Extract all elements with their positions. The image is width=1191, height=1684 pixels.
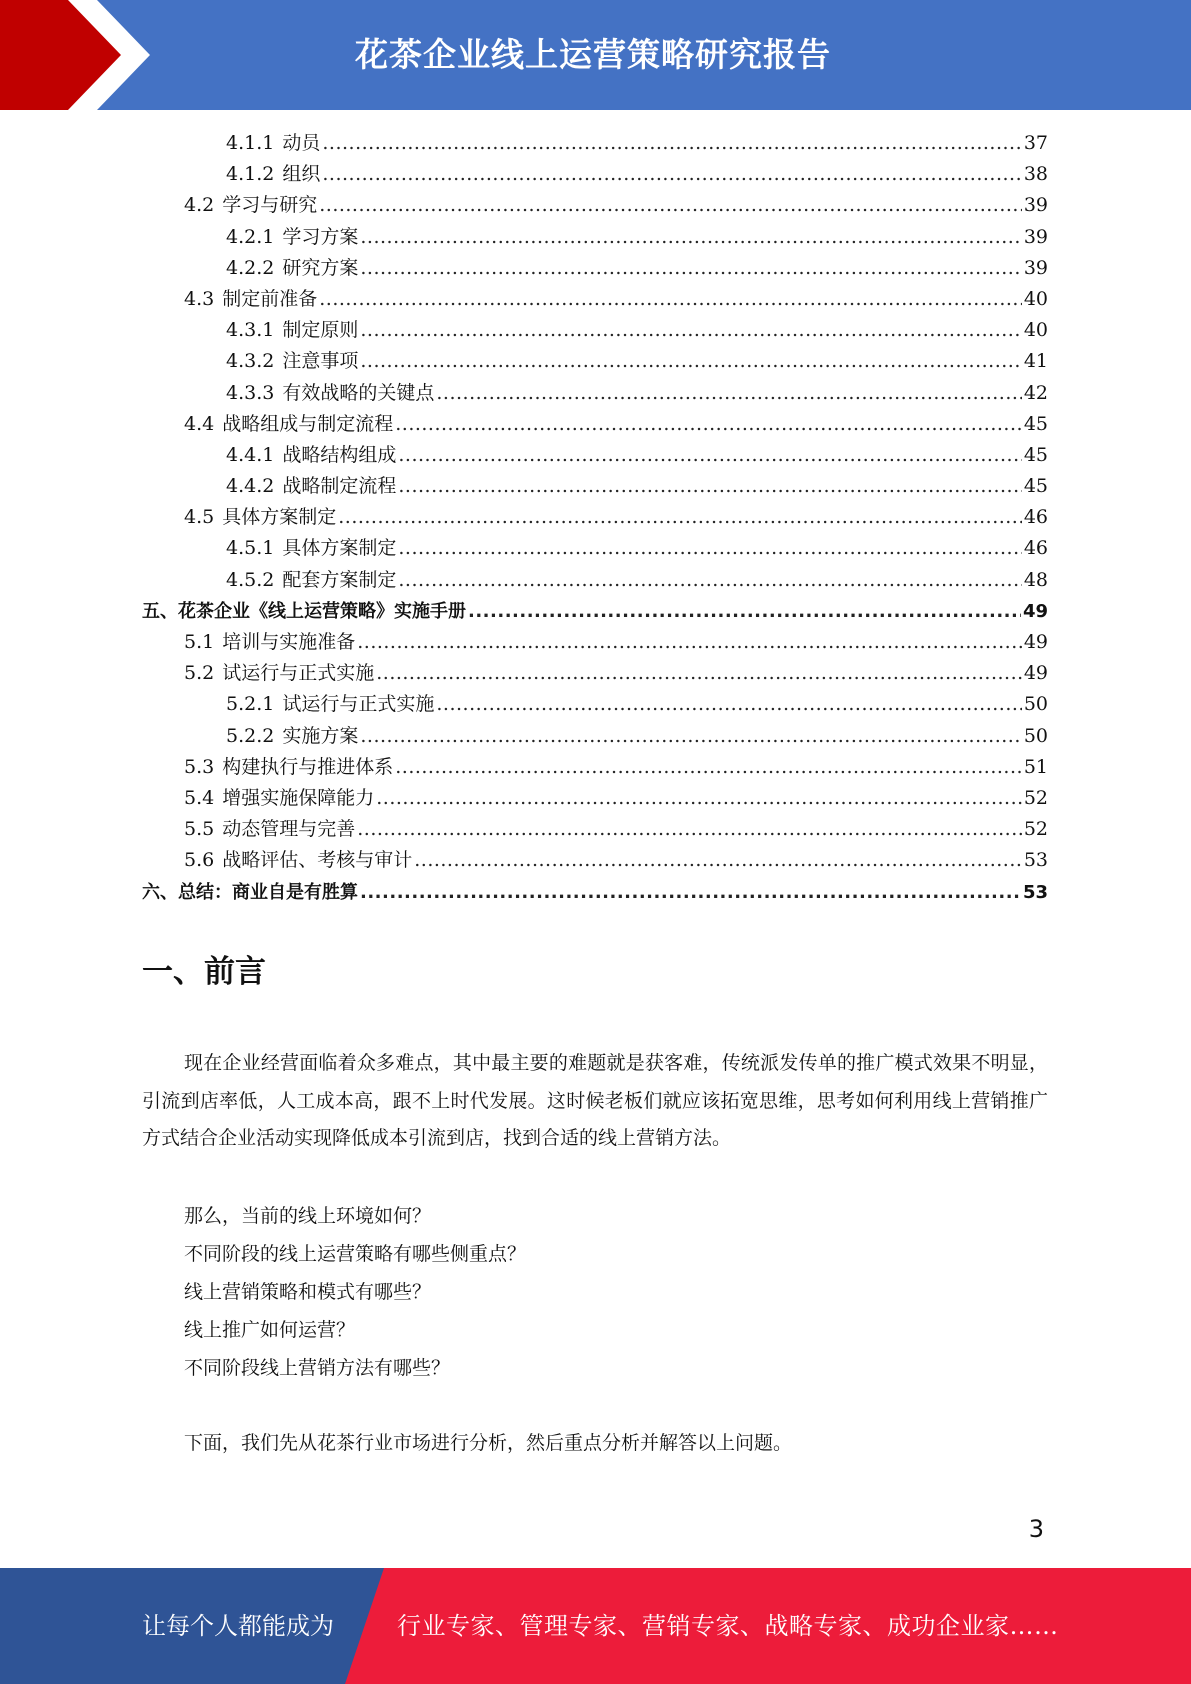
toc-entry-label xyxy=(226,440,396,471)
toc-entry-label xyxy=(226,253,358,284)
toc-entry[interactable] xyxy=(142,814,1048,845)
toc-page-number: 41 xyxy=(1023,350,1048,373)
toc-leader-dots xyxy=(319,190,1022,221)
toc-leader-dots xyxy=(398,533,1021,564)
toc-leader-dots xyxy=(398,440,1021,471)
toc-page-number: 42 xyxy=(1023,381,1048,404)
toc-page-number: 52 xyxy=(1023,786,1048,809)
question-list xyxy=(184,1197,526,1387)
toc-leader-dots xyxy=(360,315,1021,346)
toc-leader-dots xyxy=(360,222,1021,253)
toc-page-number: 40 xyxy=(1023,319,1048,342)
toc-entry-number: 4.3 xyxy=(184,287,215,310)
toc-entry-text: 制定原则 xyxy=(282,319,359,342)
toc-entry-number: 4.2.2 xyxy=(226,256,275,279)
toc-entry-text: 增强实施保障能力 xyxy=(222,786,375,809)
toc-entry[interactable] xyxy=(142,409,1048,440)
toc-entry[interactable] xyxy=(142,689,1048,720)
toc-page-number: 38 xyxy=(1023,163,1048,186)
toc-entry-number: 4.4 xyxy=(184,412,215,435)
toc-entry[interactable] xyxy=(142,128,1048,159)
toc-entry-label xyxy=(226,533,396,564)
toc-leader-dots xyxy=(322,159,1021,190)
toc-entry[interactable] xyxy=(142,502,1048,533)
toc-page-number: 39 xyxy=(1023,225,1048,248)
toc-entry[interactable] xyxy=(142,752,1048,783)
page-number: 3 xyxy=(1028,1515,1044,1543)
toc-leader-dots xyxy=(398,565,1021,596)
toc-entry-text: 战略结构组成 xyxy=(282,443,397,466)
toc-page-number: 46 xyxy=(1023,537,1048,560)
toc-entry-label xyxy=(226,565,396,596)
toc-entry-label xyxy=(226,315,358,346)
toc-entry-text: 制定前准备 xyxy=(222,287,318,310)
toc-leader-dots xyxy=(338,502,1022,533)
toc-leader-dots xyxy=(322,128,1021,159)
toc-entry[interactable] xyxy=(142,627,1048,658)
toc-page-number: 45 xyxy=(1023,475,1048,498)
toc-entry[interactable] xyxy=(142,346,1048,377)
toc-leader-dots xyxy=(357,814,1022,845)
question-item: 线上推广如何运营？ xyxy=(184,1319,356,1341)
toc-entry-text: 动员 xyxy=(282,132,321,154)
toc-entry-text: 学习方案 xyxy=(282,225,359,248)
toc-entry[interactable] xyxy=(142,315,1048,346)
toc-entry-label xyxy=(184,658,374,689)
toc-entry-number: 4.1.1 xyxy=(226,132,275,154)
toc-entry-label xyxy=(226,378,434,409)
toc-leader-dots xyxy=(468,596,1021,627)
table-of-contents xyxy=(142,128,1048,908)
toc-entry-number: 4.3.1 xyxy=(226,319,275,342)
toc-entry-number: 5.4 xyxy=(184,786,215,809)
toc-page-number: 45 xyxy=(1023,443,1048,466)
document-title: 花茶企业线上运营策略研究报告 xyxy=(355,35,831,74)
toc-entry-text: 具体方案制定 xyxy=(222,506,337,529)
toc-entry-text: 战略评估、考核与审计 xyxy=(222,849,413,872)
toc-entry-label xyxy=(184,627,355,658)
toc-entry-label xyxy=(142,596,466,627)
toc-leader-dots xyxy=(360,877,1021,908)
question-item: 不同阶段的线上运营策略有哪些侧重点？ xyxy=(184,1243,527,1265)
toc-entry-number: 4.4.1 xyxy=(226,443,275,466)
toc-entry-label xyxy=(184,814,355,845)
toc-entry-label xyxy=(142,877,358,908)
toc-leader-dots xyxy=(357,627,1022,658)
toc-entry-text: 动态管理与完善 xyxy=(222,818,356,841)
toc-leader-dots xyxy=(414,845,1022,876)
toc-leader-dots xyxy=(376,658,1022,689)
toc-entry-number: 5.3 xyxy=(184,755,215,778)
toc-page-number: 45 xyxy=(1023,412,1048,435)
toc-entry-number: 5.2 xyxy=(184,662,215,685)
toc-entry-text: 组织 xyxy=(282,163,321,186)
toc-leader-dots xyxy=(360,253,1021,284)
toc-entry-label xyxy=(184,502,336,533)
toc-entry-number: 4.3.3 xyxy=(226,381,275,404)
toc-entry[interactable] xyxy=(142,471,1048,502)
toc-page-number: 48 xyxy=(1023,568,1048,591)
toc-page-number: 37 xyxy=(1023,132,1048,154)
toc-entry-number: 5.2.1 xyxy=(226,693,275,716)
toc-entry-text: 有效战略的关键点 xyxy=(282,381,435,404)
toc-leader-dots xyxy=(395,752,1022,783)
toc-page-number: 40 xyxy=(1023,287,1048,310)
toc-entry-text: 培训与实施准备 xyxy=(222,631,356,653)
toc-entry-number: 5.5 xyxy=(184,818,215,841)
toc-entry[interactable] xyxy=(142,253,1048,284)
toc-entry-text: 战略制定流程 xyxy=(282,475,397,498)
toc-page-number: 49 xyxy=(1023,662,1048,685)
footer-slogan-right: 行业专家、管理专家、营销专家、战略专家、成功企业家…… xyxy=(397,1612,1059,1640)
toc-entry-text: 试运行与正式实施 xyxy=(282,693,435,716)
toc-page-number: 53 xyxy=(1023,849,1048,872)
toc-leader-dots xyxy=(360,721,1021,752)
toc-entry[interactable] xyxy=(142,658,1048,689)
toc-entry-text: 学习与研究 xyxy=(222,194,318,217)
toc-entry-number: 5.1 xyxy=(184,631,215,653)
footer-slogan-left: 让每个人都能成为 xyxy=(142,1612,334,1640)
toc-entry-text: 五、花茶企业《线上运营策略》实施手册 xyxy=(142,600,466,622)
toc-entry[interactable] xyxy=(142,533,1048,564)
toc-entry-label xyxy=(226,689,434,720)
toc-entry-text: 试运行与正式实施 xyxy=(222,662,375,685)
toc-entry[interactable] xyxy=(142,190,1048,221)
toc-entry-number: 4.3.2 xyxy=(226,350,275,373)
section-heading: 一、前言 xyxy=(142,954,266,990)
toc-page-number: 49 xyxy=(1023,631,1048,653)
closing-paragraph: 下面，我们先从花茶行业市场进行分析，然后重点分析并解答以上问题。 xyxy=(184,1432,793,1454)
toc-entry-label xyxy=(226,159,320,190)
question-item: 那么，当前的线上环境如何？ xyxy=(184,1205,432,1227)
intro-paragraph: 现在企业经营面临着众多难点，其中最主要的难题就是获客难，传统派发传单的推广模式效果不明显，引流到店率低，人工成本高，跟不上时代发展。这时候老板们就应该拓宽思维，思考如何利用线上营销推广方式结合企业活动实现降低成本引流到店，找到合适的线上营销方法。 xyxy=(142,1052,1048,1149)
toc-page-number: 39 xyxy=(1023,194,1048,217)
toc-entry[interactable] xyxy=(142,721,1048,752)
toc-entry-number: 5.6 xyxy=(184,849,215,872)
toc-leader-dots xyxy=(376,783,1022,814)
toc-entry-text: 注意事项 xyxy=(282,350,359,373)
toc-page-number: 53 xyxy=(1022,881,1048,903)
toc-entry-label xyxy=(184,783,374,814)
toc-leader-dots xyxy=(398,471,1021,502)
toc-page-number: 46 xyxy=(1023,506,1048,529)
toc-entry[interactable] xyxy=(142,222,1048,253)
page-header xyxy=(0,0,1191,110)
toc-entry-text: 具体方案制定 xyxy=(282,537,397,560)
toc-entry-number: 4.5 xyxy=(184,506,215,529)
toc-entry-text: 六、总结：商业自是有胜算 xyxy=(142,881,358,903)
toc-page-number: 39 xyxy=(1023,256,1048,279)
toc-entry-label xyxy=(226,471,396,502)
toc-entry-text: 战略组成与制定流程 xyxy=(222,412,394,435)
toc-leader-dots xyxy=(395,409,1022,440)
toc-entry[interactable] xyxy=(142,378,1048,409)
toc-entry-label xyxy=(226,346,358,377)
toc-entry[interactable] xyxy=(142,565,1048,596)
toc-entry[interactable] xyxy=(142,284,1048,315)
question-item: 不同阶段线上营销方法有哪些？ xyxy=(184,1357,451,1379)
toc-entry[interactable] xyxy=(142,440,1048,471)
toc-leader-dots xyxy=(319,284,1022,315)
toc-entry-number: 4.4.2 xyxy=(226,475,275,498)
toc-entry-label xyxy=(226,128,320,159)
toc-entry-label xyxy=(184,752,393,783)
toc-entry-label xyxy=(184,190,317,221)
toc-entry-number: 5.2.2 xyxy=(226,724,275,747)
toc-page-number: 52 xyxy=(1023,818,1048,841)
toc-page-number: 49 xyxy=(1022,600,1048,622)
toc-leader-dots xyxy=(436,689,1021,720)
toc-entry-number: 4.5.2 xyxy=(226,568,275,591)
toc-entry-label xyxy=(184,409,393,440)
toc-entry[interactable] xyxy=(142,877,1048,908)
toc-entry-label xyxy=(226,222,358,253)
toc-entry-text: 构建执行与推进体系 xyxy=(222,755,394,778)
toc-page-number: 50 xyxy=(1023,724,1048,747)
toc-leader-dots xyxy=(360,346,1021,377)
toc-entry[interactable] xyxy=(142,845,1048,876)
toc-entry-text: 研究方案 xyxy=(282,256,359,279)
question-item: 线上营销策略和模式有哪些？ xyxy=(184,1281,432,1303)
page-footer xyxy=(0,1568,1191,1684)
toc-entry[interactable] xyxy=(142,596,1048,627)
toc-entry[interactable] xyxy=(142,159,1048,190)
toc-entry-number: 4.2 xyxy=(184,194,215,217)
toc-entry-number: 4.1.2 xyxy=(226,163,275,186)
toc-entry[interactable] xyxy=(142,783,1048,814)
toc-page-number: 50 xyxy=(1023,693,1048,716)
toc-entry-label xyxy=(226,721,358,752)
toc-entry-number: 4.5.1 xyxy=(226,537,275,560)
toc-page-number: 51 xyxy=(1023,755,1048,778)
toc-entry-text: 配套方案制定 xyxy=(282,568,397,591)
toc-entry-label xyxy=(184,284,317,315)
toc-entry-label xyxy=(184,845,412,876)
toc-entry-number: 4.2.1 xyxy=(226,225,275,248)
toc-entry-text: 实施方案 xyxy=(282,724,359,747)
toc-leader-dots xyxy=(436,378,1021,409)
